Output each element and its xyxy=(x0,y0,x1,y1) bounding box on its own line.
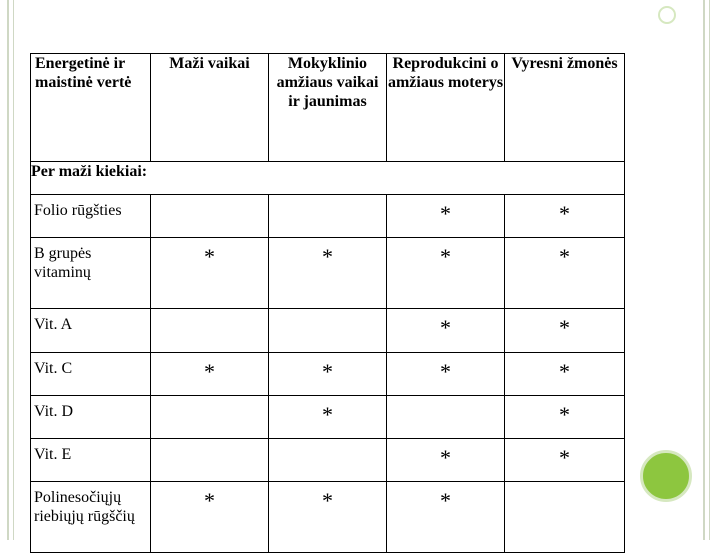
mark-cell: * xyxy=(151,353,269,396)
table-row xyxy=(31,439,625,482)
mark-cell xyxy=(505,482,625,553)
mark-cell xyxy=(269,439,387,482)
nutrition-deficiency-table xyxy=(30,53,625,553)
mark-cell: * xyxy=(151,482,269,553)
table-row xyxy=(31,353,625,396)
mark-cell: * xyxy=(387,482,505,553)
header-energy-nutritional-value: Energetinė ir maistinė vertė xyxy=(31,54,151,162)
frame-line-right xyxy=(703,0,705,540)
mark-cell: * xyxy=(387,353,505,396)
table-row xyxy=(31,238,625,309)
mark-cell: * xyxy=(269,353,387,396)
row-label: Polinesočiųjų riebiųjų rūgščių xyxy=(31,482,151,553)
mark-cell xyxy=(151,439,269,482)
row-label: Vit. D xyxy=(31,396,151,439)
mark-cell: * xyxy=(505,195,625,238)
mark-cell: * xyxy=(387,309,505,353)
decorative-ring-circle xyxy=(658,6,676,24)
mark-cell: * xyxy=(505,396,625,439)
row-label: B grupės vitaminų xyxy=(31,238,151,309)
row-label: Vit. A xyxy=(31,309,151,353)
header-reproductive-women: Reprodukcini o amžiaus moterys xyxy=(387,54,505,162)
frame-line-left xyxy=(7,0,9,540)
section-row xyxy=(31,162,625,195)
table-row xyxy=(31,195,625,238)
header-small-children: Maži vaikai xyxy=(151,54,269,162)
header-school-children-youth: Mokyklinio amžiaus vaikai ir jaunimas xyxy=(269,54,387,162)
mark-cell xyxy=(151,396,269,439)
mark-cell: * xyxy=(387,195,505,238)
row-label: Vit. C xyxy=(31,353,151,396)
mark-cell: * xyxy=(151,238,269,309)
mark-cell: * xyxy=(505,439,625,482)
frame-line-right-inner xyxy=(709,0,710,540)
row-label: Folio rūgšties xyxy=(31,195,151,238)
mark-cell: * xyxy=(269,396,387,439)
mark-cell xyxy=(387,396,505,439)
mark-cell xyxy=(269,195,387,238)
mark-cell: * xyxy=(505,353,625,396)
mark-cell: * xyxy=(269,482,387,553)
mark-cell: * xyxy=(387,439,505,482)
table-header-row xyxy=(31,54,625,162)
mark-cell: * xyxy=(505,238,625,309)
mark-cell: * xyxy=(505,309,625,353)
mark-cell: * xyxy=(269,238,387,309)
section-label: Per maži kiekiai: xyxy=(31,162,625,195)
mark-cell xyxy=(151,309,269,353)
table-row xyxy=(31,309,625,353)
mark-cell: * xyxy=(387,238,505,309)
row-label: Vit. E xyxy=(31,439,151,482)
mark-cell xyxy=(151,195,269,238)
mark-cell xyxy=(269,309,387,353)
frame-line-left-inner xyxy=(13,0,14,540)
decorative-green-circle xyxy=(640,450,692,502)
table-row xyxy=(31,482,625,553)
header-older-people: Vyresni žmonės xyxy=(505,54,625,162)
table-row xyxy=(31,396,625,439)
